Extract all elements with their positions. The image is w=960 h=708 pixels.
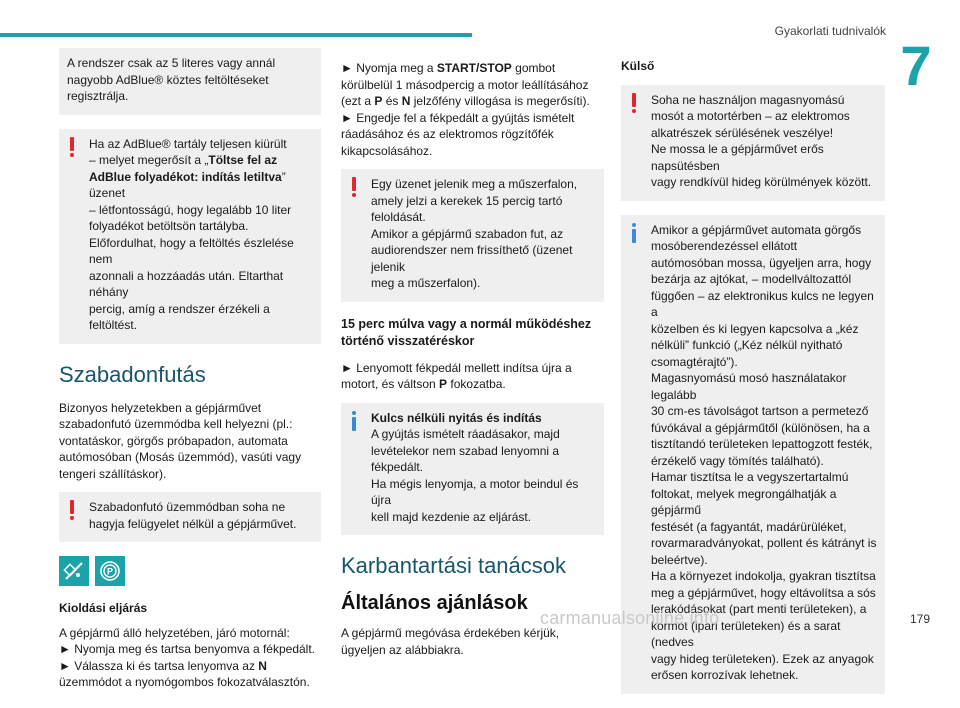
return-heading: 15 perc múlva vagy a normál működéshez történő visszatéréskor — [341, 316, 592, 348]
warning-box-freewheel — [59, 492, 321, 542]
freewheel-intro: Bizonyos helyzetekben a gépjárművet szabadonfutó üzemmódba kell helyezni (pl.: vontatáskor, görgős próbapadon, automata autómosóban (Mosás üzemmód), vasúti vagy tengeri szállításkor). — [59, 400, 302, 481]
note-text: A rendszer csak az 5 literes vagy annál nagyobb AdBlue® köztes feltöltéseket regisztrálja. — [67, 56, 276, 103]
warning-icon — [631, 93, 637, 113]
general-text: A gépjármű megóvása érdekében kérjük, ügyeljen az alábbiakra. — [341, 626, 560, 657]
subheading-general: Általános ajánlások — [341, 592, 528, 614]
parking-brake-icon — [95, 556, 125, 586]
warning-icon — [351, 177, 357, 197]
column-2 — [341, 48, 604, 668]
section-title: Gyakorlati tudnivalók — [774, 24, 886, 38]
warning-icon — [69, 137, 75, 157]
exterior-title: Külső — [621, 59, 655, 73]
start-stop-text: ► Nyomja meg a START/STOP gombot körülbelül 1 másodpercig a motor leállításához (ezt a P és N jelzőfény villogása is megerősíti). ► Engedje fel a fékpedált a gyújtás ismételt ráadásához és az elektromos rögzítőfék kikapcsolásához. — [341, 61, 590, 158]
note-box-adblue-refill — [59, 48, 321, 115]
return-text: ► Lenyomott fékpedál mellett indítsa újra a motort, és váltson P fokozatba. — [341, 360, 572, 391]
release-title: Kioldási eljárás — [59, 601, 148, 615]
info-icon — [631, 223, 637, 243]
column-1 — [59, 48, 321, 701]
icon-row — [59, 556, 321, 586]
release-text: A gépjármű álló helyzetében, járó motornál: ► Nyomja meg és tartsa benyomva a fékpedált. ► Válassza ki és tartsa lenyomva az N üzemmódot a nyomógombos fokozatválasztón. — [59, 625, 315, 689]
gearbox-icon — [59, 556, 89, 586]
warning-box-adblue-empty — [59, 129, 321, 344]
warning-text: Egy üzenet jelenik meg a műszerfalon, amely jelzi a kerekek 15 percig tartó feloldását. Amikor a gépjármű szabadon fut, az audiorendszer nem frissíthető (üzenet jelenik meg a műszerfalon). — [371, 177, 578, 290]
info-text: Amikor a gépjárművet automata görgős mosóberendezéssel ellátott autómosóban mossa, ügyeljen arra, hogy bezárja az ajtókat, – modellváltozattól függően – az elektronikus kulcs ne legyen a közelben és ki legyen kapcsolva a „kéz nélküli” funkció („Kéz nélkül nyitható csomagtérajtó”). Magasnyomású mosó használatakor legalább 30 cm-es távolságot tartson a permetező fúvókával a gépjárműtől (különösen, ha a tisztítandó területeken lepattogzott festék, érzékelő vagy tömítés található). Hamar tisztítsa le a vegyszertartalmú foltokat, melyek megrongálhatják a gépjármű festését (a fagyantát, madárürüléket, rovarmaradványokat, pollent és kátrányt is beleértve). Ha a környezet indokolja, gyakran tisztítsa meg a gépjárművet, hogy eltávolítsa a sós lerakódásokat (part menti területeken), a kormot (ipari területeken) és a sarat (nedves vagy hideg területeken). Ezek az anyagok erősen korrozívak lehetnek. — [651, 222, 877, 682]
heading-freewheel: Szabadonfutás — [59, 361, 206, 387]
info-text: A gyújtás ismételt ráadásakor, majd levételekor nem szabad lenyomni a fékpedált. Ha mégis lenyomja, a motor beindul és újra kell majd kezdenie az eljárást. — [371, 427, 579, 524]
warning-text: Ha az AdBlue® tartály teljesen kiürült – melyet megerősít a „Töltse fel az AdBlue folyadékot: indítás letiltva” üzenet – létfontosságú, hogy legalább 10 liter folyadékot betöltsön tartályba. Előfordulhat, hogy a feltöltés észlelése nem azonnali a hozzáadás után. Eltarthat néhány percig, amíg a rendszer érzékeli a feltöltést. — [89, 136, 294, 332]
watermark: carmanualsonline.info — [540, 608, 720, 628]
warning-box-dashboard-message — [341, 169, 604, 302]
info-icon — [351, 411, 357, 431]
heading-maintenance: Karbantartási tanácsok — [341, 553, 567, 578]
svg-text:P: P — [106, 566, 114, 577]
warning-box-washing — [621, 85, 885, 201]
warning-text: Soha ne használjon magasnyomású mosót a motortérben – az elektromos alkatrészek sérülésének veszélye! Ne mossa le a gépjárművet erős napsütésben vagy rendkívül hideg körülmények között. — [651, 92, 872, 189]
header-accent-bar — [0, 33, 472, 37]
info-title: Kulcs nélküli nyitás és indítás — [371, 410, 542, 425]
warning-text: Szabadonfutó üzemmódban soha ne hagyja felügyelet nélkül a gépjárművet. — [89, 500, 297, 531]
info-box-keyless — [341, 403, 604, 536]
warning-icon — [69, 500, 75, 520]
page-number: 179 — [909, 612, 930, 626]
chapter-number: 7 — [900, 34, 932, 97]
